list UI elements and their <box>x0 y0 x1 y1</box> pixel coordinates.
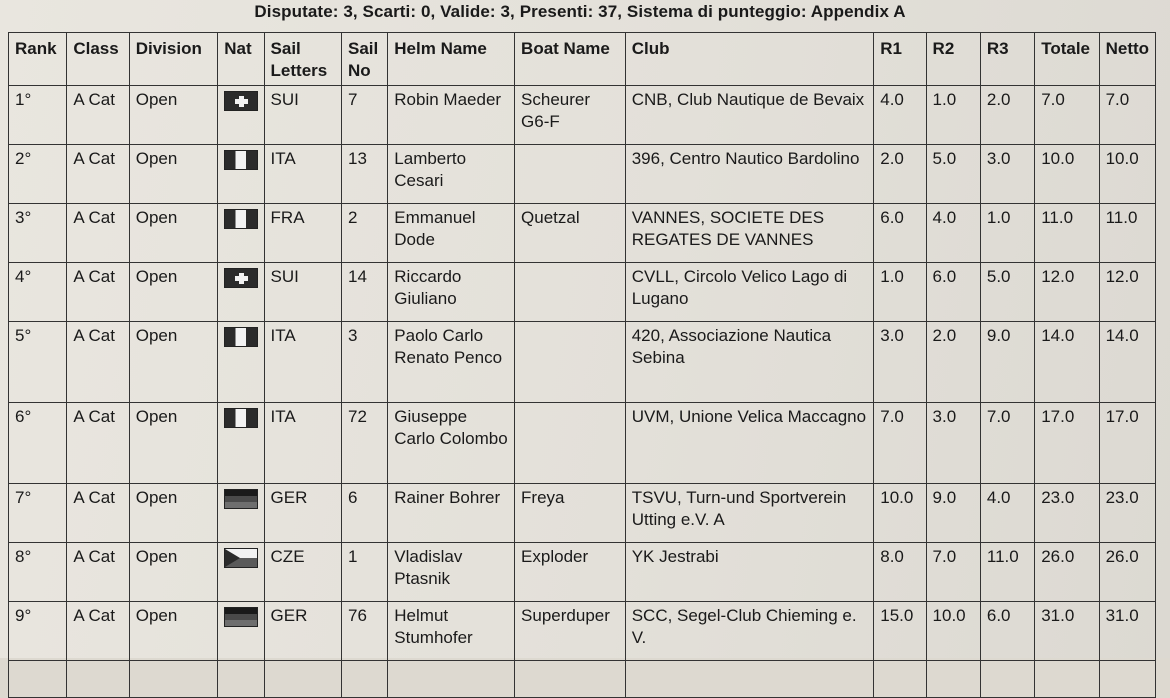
class-cell: A Cat <box>67 145 129 204</box>
r2-cell: 5.0 <box>926 145 980 204</box>
rank-cell: 7° <box>9 484 67 543</box>
r1-cell: 6.0 <box>874 204 926 263</box>
col-nat: Nat <box>218 33 264 86</box>
netto-cell: 14.0 <box>1099 322 1155 403</box>
class-cell: A Cat <box>67 602 129 661</box>
col-netto: Netto <box>1099 33 1155 86</box>
totale-cell: 17.0 <box>1035 403 1099 484</box>
class-cell: A Cat <box>67 204 129 263</box>
helm-name-cell: Lamberto Cesari <box>388 145 515 204</box>
division-cell: Open <box>129 543 218 602</box>
results-table <box>8 32 1156 698</box>
netto-cell: 7.0 <box>1099 86 1155 145</box>
r2-cell: 9.0 <box>926 484 980 543</box>
col-boat-name: Boat Name <box>515 33 626 86</box>
r3-cell: 11.0 <box>980 543 1034 602</box>
netto-cell: 23.0 <box>1099 484 1155 543</box>
sail-no-cell: 72 <box>342 403 388 484</box>
r1-cell: 10.0 <box>874 484 926 543</box>
nat-cell <box>218 145 264 204</box>
r1-cell: 3.0 <box>874 322 926 403</box>
sail-no-cell: 7 <box>342 86 388 145</box>
r1-cell: 1.0 <box>874 263 926 322</box>
sail-letters-cell: ITA <box>264 145 341 204</box>
r3-cell: 7.0 <box>980 403 1034 484</box>
r1-cell: 8.0 <box>874 543 926 602</box>
sail-no-cell: 76 <box>342 602 388 661</box>
col-r1: R1 <box>874 33 926 86</box>
r3-cell: 5.0 <box>980 263 1034 322</box>
nat-cell <box>218 602 264 661</box>
sail-no-cell: 1 <box>342 543 388 602</box>
division-cell: Open <box>129 484 218 543</box>
r3-cell: 9.0 <box>980 322 1034 403</box>
class-cell: A Cat <box>67 86 129 145</box>
r3-cell: 6.0 <box>980 602 1034 661</box>
sui-flag-icon <box>224 91 258 111</box>
totale-cell: 7.0 <box>1035 86 1099 145</box>
club-cell: TSVU, Turn-und Sportverein Utting e.V. A <box>625 484 874 543</box>
totale-cell: 10.0 <box>1035 145 1099 204</box>
r1-cell: 2.0 <box>874 145 926 204</box>
r1-cell: 4.0 <box>874 86 926 145</box>
sail-no-cell: 2 <box>342 204 388 263</box>
helm-name-cell: Rainer Bohrer <box>388 484 515 543</box>
class-cell: A Cat <box>67 403 129 484</box>
sail-letters-cell: ITA <box>264 403 341 484</box>
rank-cell: 8° <box>9 543 67 602</box>
r2-cell: 10.0 <box>926 602 980 661</box>
totale-cell: 23.0 <box>1035 484 1099 543</box>
col-rank: Rank <box>9 33 67 86</box>
club-cell: CNB, Club Nautique de Bevaix <box>625 86 874 145</box>
table-row <box>9 403 1156 484</box>
r2-cell: 6.0 <box>926 263 980 322</box>
helm-name-cell: Giuseppe Carlo Colombo <box>388 403 515 484</box>
boat-name-cell: Exploder <box>515 543 626 602</box>
boat-name-cell <box>515 145 626 204</box>
table-row <box>9 484 1156 543</box>
cze-flag-icon <box>224 548 258 568</box>
r3-cell: 2.0 <box>980 86 1034 145</box>
boat-name-cell: Superduper <box>515 602 626 661</box>
table-row <box>9 543 1156 602</box>
nat-cell <box>218 403 264 484</box>
col-helm-name: Helm Name <box>388 33 515 86</box>
ita-flag-icon <box>224 150 258 170</box>
netto-cell: 11.0 <box>1099 204 1155 263</box>
nat-cell <box>218 543 264 602</box>
rank-cell: 9° <box>9 602 67 661</box>
club-cell: YK Jestrabi <box>625 543 874 602</box>
sail-no-cell: 3 <box>342 322 388 403</box>
r3-cell: 1.0 <box>980 204 1034 263</box>
sail-letters-cell: SUI <box>264 263 341 322</box>
division-cell: Open <box>129 204 218 263</box>
fra-flag-icon <box>224 209 258 229</box>
totale-cell: 14.0 <box>1035 322 1099 403</box>
r2-cell: 4.0 <box>926 204 980 263</box>
nat-cell <box>218 484 264 543</box>
col-division: Division <box>129 33 218 86</box>
nat-cell <box>218 263 264 322</box>
table-row <box>9 263 1156 322</box>
netto-cell: 10.0 <box>1099 145 1155 204</box>
rank-cell: 5° <box>9 322 67 403</box>
sail-letters-cell: ITA <box>264 322 341 403</box>
club-cell: CVLL, Circolo Velico Lago di Lugano <box>625 263 874 322</box>
class-cell: A Cat <box>67 263 129 322</box>
ger-flag-icon <box>224 607 258 627</box>
class-cell: A Cat <box>67 543 129 602</box>
boat-name-cell: Quetzal <box>515 204 626 263</box>
nat-cell <box>218 204 264 263</box>
rank-cell: 2° <box>9 145 67 204</box>
regatta-summary-header: Disputate: 3, Scarti: 0, Valide: 3, Presenti: 37, Sistema di punteggio: Appendix A <box>254 2 906 21</box>
club-cell: SCC, Segel-Club Chieming e. V. <box>625 602 874 661</box>
division-cell: Open <box>129 263 218 322</box>
helm-name-cell: Riccardo Giuliano <box>388 263 515 322</box>
sail-letters-cell: GER <box>264 602 341 661</box>
boat-name-cell <box>515 322 626 403</box>
nat-cell <box>218 86 264 145</box>
division-cell: Open <box>129 602 218 661</box>
totale-cell: 31.0 <box>1035 602 1099 661</box>
totale-cell: 26.0 <box>1035 543 1099 602</box>
helm-name-cell: Helmut Stumhofer <box>388 602 515 661</box>
club-cell: UVM, Unione Velica Maccagno <box>625 403 874 484</box>
col-totale: Totale <box>1035 33 1099 86</box>
r1-cell: 7.0 <box>874 403 926 484</box>
club-cell: 420, Associazione Nautica Sebina <box>625 322 874 403</box>
results-table-header <box>9 33 1156 86</box>
r2-cell: 1.0 <box>926 86 980 145</box>
division-cell: Open <box>129 403 218 484</box>
col-class: Class <box>67 33 129 86</box>
ita-flag-icon <box>224 408 258 428</box>
boat-name-cell <box>515 403 626 484</box>
helm-name-cell: Robin Maeder <box>388 86 515 145</box>
table-row-partial <box>9 661 1156 698</box>
ita-flag-icon <box>224 327 258 347</box>
rank-cell: 1° <box>9 86 67 145</box>
boat-name-cell: Scheurer G6-F <box>515 86 626 145</box>
sail-no-cell: 14 <box>342 263 388 322</box>
totale-cell: 12.0 <box>1035 263 1099 322</box>
table-row <box>9 322 1156 403</box>
netto-cell: 12.0 <box>1099 263 1155 322</box>
nat-cell <box>218 322 264 403</box>
helm-name-cell: Paolo Carlo Renato Penco <box>388 322 515 403</box>
helm-name-cell: Vladislav Ptasnik <box>388 543 515 602</box>
r3-cell: 3.0 <box>980 145 1034 204</box>
col-r3: R3 <box>980 33 1034 86</box>
rank-cell: 4° <box>9 263 67 322</box>
r2-cell: 3.0 <box>926 403 980 484</box>
table-row <box>9 602 1156 661</box>
ger-flag-icon <box>224 489 258 509</box>
sui-flag-icon <box>224 268 258 288</box>
boat-name-cell <box>515 263 626 322</box>
col-r2: R2 <box>926 33 980 86</box>
totale-cell: 11.0 <box>1035 204 1099 263</box>
club-cell: VANNES, SOCIETE DES REGATES DE VANNES <box>625 204 874 263</box>
col-sail-no: Sail No <box>342 33 388 86</box>
table-row <box>9 145 1156 204</box>
class-cell: A Cat <box>67 322 129 403</box>
club-cell: 396, Centro Nautico Bardolino <box>625 145 874 204</box>
table-row <box>9 204 1156 263</box>
division-cell: Open <box>129 86 218 145</box>
table-row <box>9 86 1156 145</box>
helm-name-cell: Emmanuel Dode <box>388 204 515 263</box>
sail-no-cell: 13 <box>342 145 388 204</box>
boat-name-cell: Freya <box>515 484 626 543</box>
netto-cell: 17.0 <box>1099 403 1155 484</box>
col-sail-letters: Sail Letters <box>264 33 341 86</box>
r2-cell: 2.0 <box>926 322 980 403</box>
division-cell: Open <box>129 322 218 403</box>
sail-letters-cell: FRA <box>264 204 341 263</box>
division-cell: Open <box>129 145 218 204</box>
netto-cell: 26.0 <box>1099 543 1155 602</box>
col-club: Club <box>625 33 874 86</box>
r1-cell: 15.0 <box>874 602 926 661</box>
sail-letters-cell: SUI <box>264 86 341 145</box>
netto-cell: 31.0 <box>1099 602 1155 661</box>
sail-no-cell: 6 <box>342 484 388 543</box>
r3-cell: 4.0 <box>980 484 1034 543</box>
sail-letters-cell: GER <box>264 484 341 543</box>
sail-letters-cell: CZE <box>264 543 341 602</box>
rank-cell: 6° <box>9 403 67 484</box>
r2-cell: 7.0 <box>926 543 980 602</box>
class-cell: A Cat <box>67 484 129 543</box>
rank-cell: 3° <box>9 204 67 263</box>
